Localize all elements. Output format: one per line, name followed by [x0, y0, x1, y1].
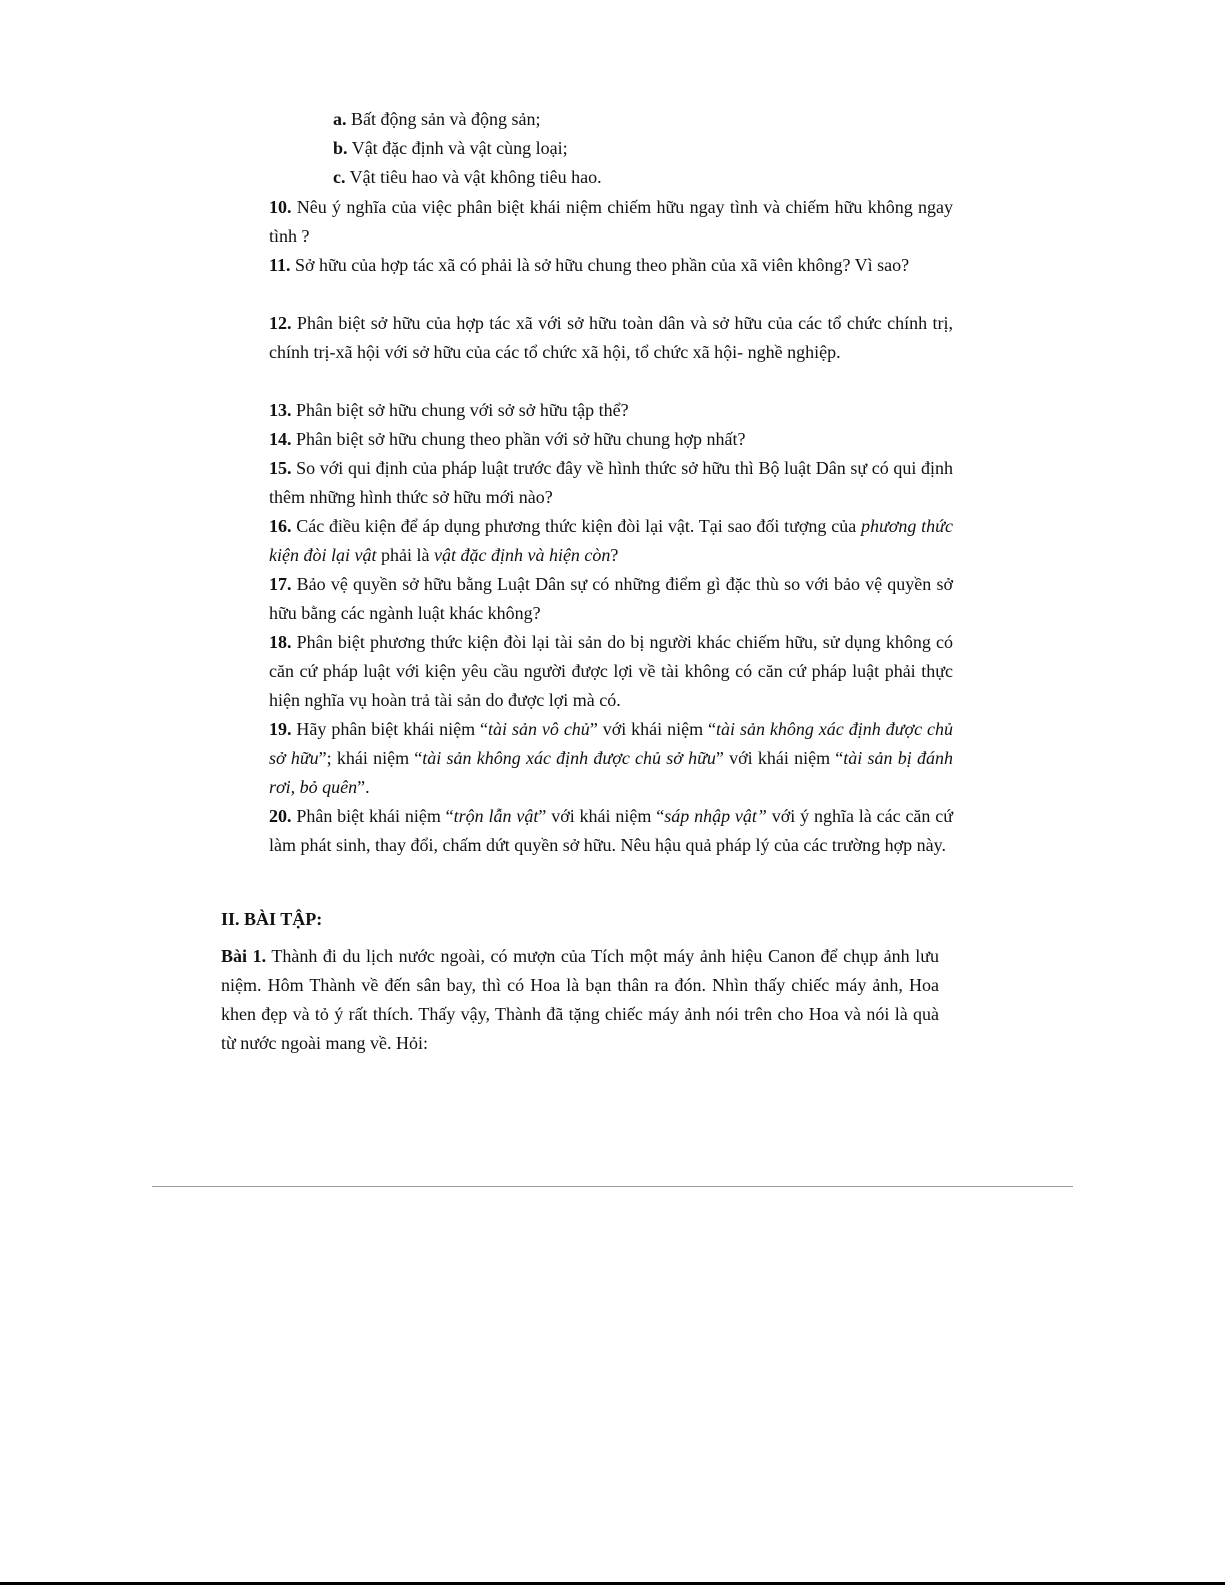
question-number: 10. [269, 197, 292, 217]
exercise-text: Thành đi du lịch nước ngoài, có mượn của Tích một máy ảnh hiệu Canon để chụp ảnh lưu niệm. Hôm Thành về đến sân bay, thì có Hoa là bạn thân ra đón. Nhìn thấy chiếc máy ảnh, Hoa khen đẹp và tỏ ý rất thích. Thấy vậy, Thành đã tặng chiếc máy ảnh nói trên cho Hoa và nói là quà từ nước ngoài mang về. Hỏi: [221, 946, 940, 1053]
exercise-label: Bài 1. [221, 946, 267, 966]
question-text: Phân biệt sở hữu của hợp tác xã với sở hữu toàn dân và sở hữu của các tổ chức chính trị, chính trị-xã hội với sở hữu của các tổ chức xã hội, tổ chức xã hội- nghề nghiệp. [269, 313, 953, 362]
question-14 [269, 425, 953, 454]
question-text: phải là [376, 545, 434, 565]
question-text: Phân biệt sở hữu chung với sở sở hữu tập thể? [291, 400, 629, 420]
sub-item-label: c. [333, 167, 346, 187]
question-emphasis: trộn lẫn vật [453, 806, 539, 826]
question-text: Nêu ý nghĩa của việc phân biệt khái niệm chiếm hữu ngay tình và chiếm hữu không ngay tình ? [269, 197, 953, 246]
question-text: So với qui định của pháp luật trước đây về hình thức sở hữu thì Bộ luật Dân sự có qui định thêm những hình thức sở hữu mới nào? [269, 458, 953, 507]
question-11 [269, 251, 953, 280]
question-emphasis: tài sản không xác định được chủ sở hữu [269, 719, 953, 768]
question-text: Bảo vệ quyền sở hữu bằng Luật Dân sự có những điểm gì đặc thù so với bảo vệ quyền sở hữu bằng các ngành luật khác không? [269, 574, 953, 623]
question-number: 16. [269, 516, 292, 536]
question-text: với ý nghĩa là các căn cứ làm phát sinh, thay đổi, chấm dứt quyền sở hữu. Nêu hậu quả pháp lý của các trường hợp này. [269, 806, 954, 855]
question-text: ? [610, 545, 619, 565]
section-heading: II. BÀI TẬP: [221, 909, 323, 929]
question-emphasis: tài sản vô chủ [488, 719, 590, 739]
question-text: ” với khái niệm “ [589, 719, 717, 739]
question-15 [269, 454, 953, 512]
question-10 [269, 193, 953, 251]
sub-item-text: Vật tiêu hao và vật không tiêu hao. [345, 167, 602, 187]
exercise-1 [221, 942, 939, 1058]
question-emphasis: vật đặc định và hiện còn [433, 545, 611, 565]
question-number: 14. [269, 429, 292, 449]
question-emphasis: tài sản bị đánh rơi, bỏ quên [269, 748, 953, 797]
question-text: Phân biệt sở hữu chung theo phần với sở hữu chung hợp nhất? [291, 429, 746, 449]
question-text: Phân biệt phương thức kiện đòi lại tài sản do bị người khác chiếm hữu, sử dụng không có căn cứ pháp luật với kiện yêu cầu người được lợi về tài không có căn cứ pháp luật phải thực hiện nghĩa vụ hoàn trả tài sản do được lợi mà có. [269, 632, 953, 710]
sub-item-c [333, 167, 973, 187]
sub-item-label: b. [333, 138, 348, 158]
question-text: Phân biệt khái niệm “ [291, 806, 454, 826]
question-number: 13. [269, 400, 292, 420]
question-text: ” với khái niệm “ [538, 806, 665, 826]
question-12 [269, 309, 953, 367]
page-divider [152, 1186, 1073, 1187]
sub-item-a [333, 109, 973, 129]
sub-item-text: Bất động sản và động sản; [346, 109, 541, 129]
question-number: 20. [269, 806, 292, 826]
question-13 [269, 396, 953, 425]
question-number: 18. [269, 632, 292, 652]
question-19 [269, 715, 953, 802]
question-20 [269, 802, 953, 860]
sub-item-label: a. [333, 109, 347, 129]
sub-item-text: Vật đặc định và vật cùng loại; [347, 138, 568, 158]
question-16 [269, 512, 953, 570]
question-text: Các điều kiện để áp dụng phương thức kiện đòi lại vật. Tại sao đối tượng của [291, 516, 861, 536]
question-17 [269, 570, 953, 628]
question-text: Sở hữu của hợp tác xã có phải là sở hữu chung theo phần của xã viên không? Vì sao? [290, 255, 910, 275]
question-number: 12. [269, 313, 292, 333]
question-emphasis: sáp nhập vật” [664, 806, 767, 826]
question-text: Hãy phân biệt khái niệm “ [291, 719, 489, 739]
question-emphasis: tài sản không xác định được chủ sở hữu [422, 748, 716, 768]
question-text: ”; khái niệm “ [318, 748, 423, 768]
question-number: 15. [269, 458, 292, 478]
question-text: ”. [357, 777, 370, 797]
sub-item-b [333, 138, 973, 158]
question-number: 19. [269, 719, 292, 739]
question-text: ” với khái niệm “ [715, 748, 844, 768]
question-number: 17. [269, 574, 292, 594]
question-number: 11. [269, 255, 291, 275]
question-emphasis: phương thức kiện đòi lại vật [269, 516, 953, 565]
question-18 [269, 628, 953, 715]
